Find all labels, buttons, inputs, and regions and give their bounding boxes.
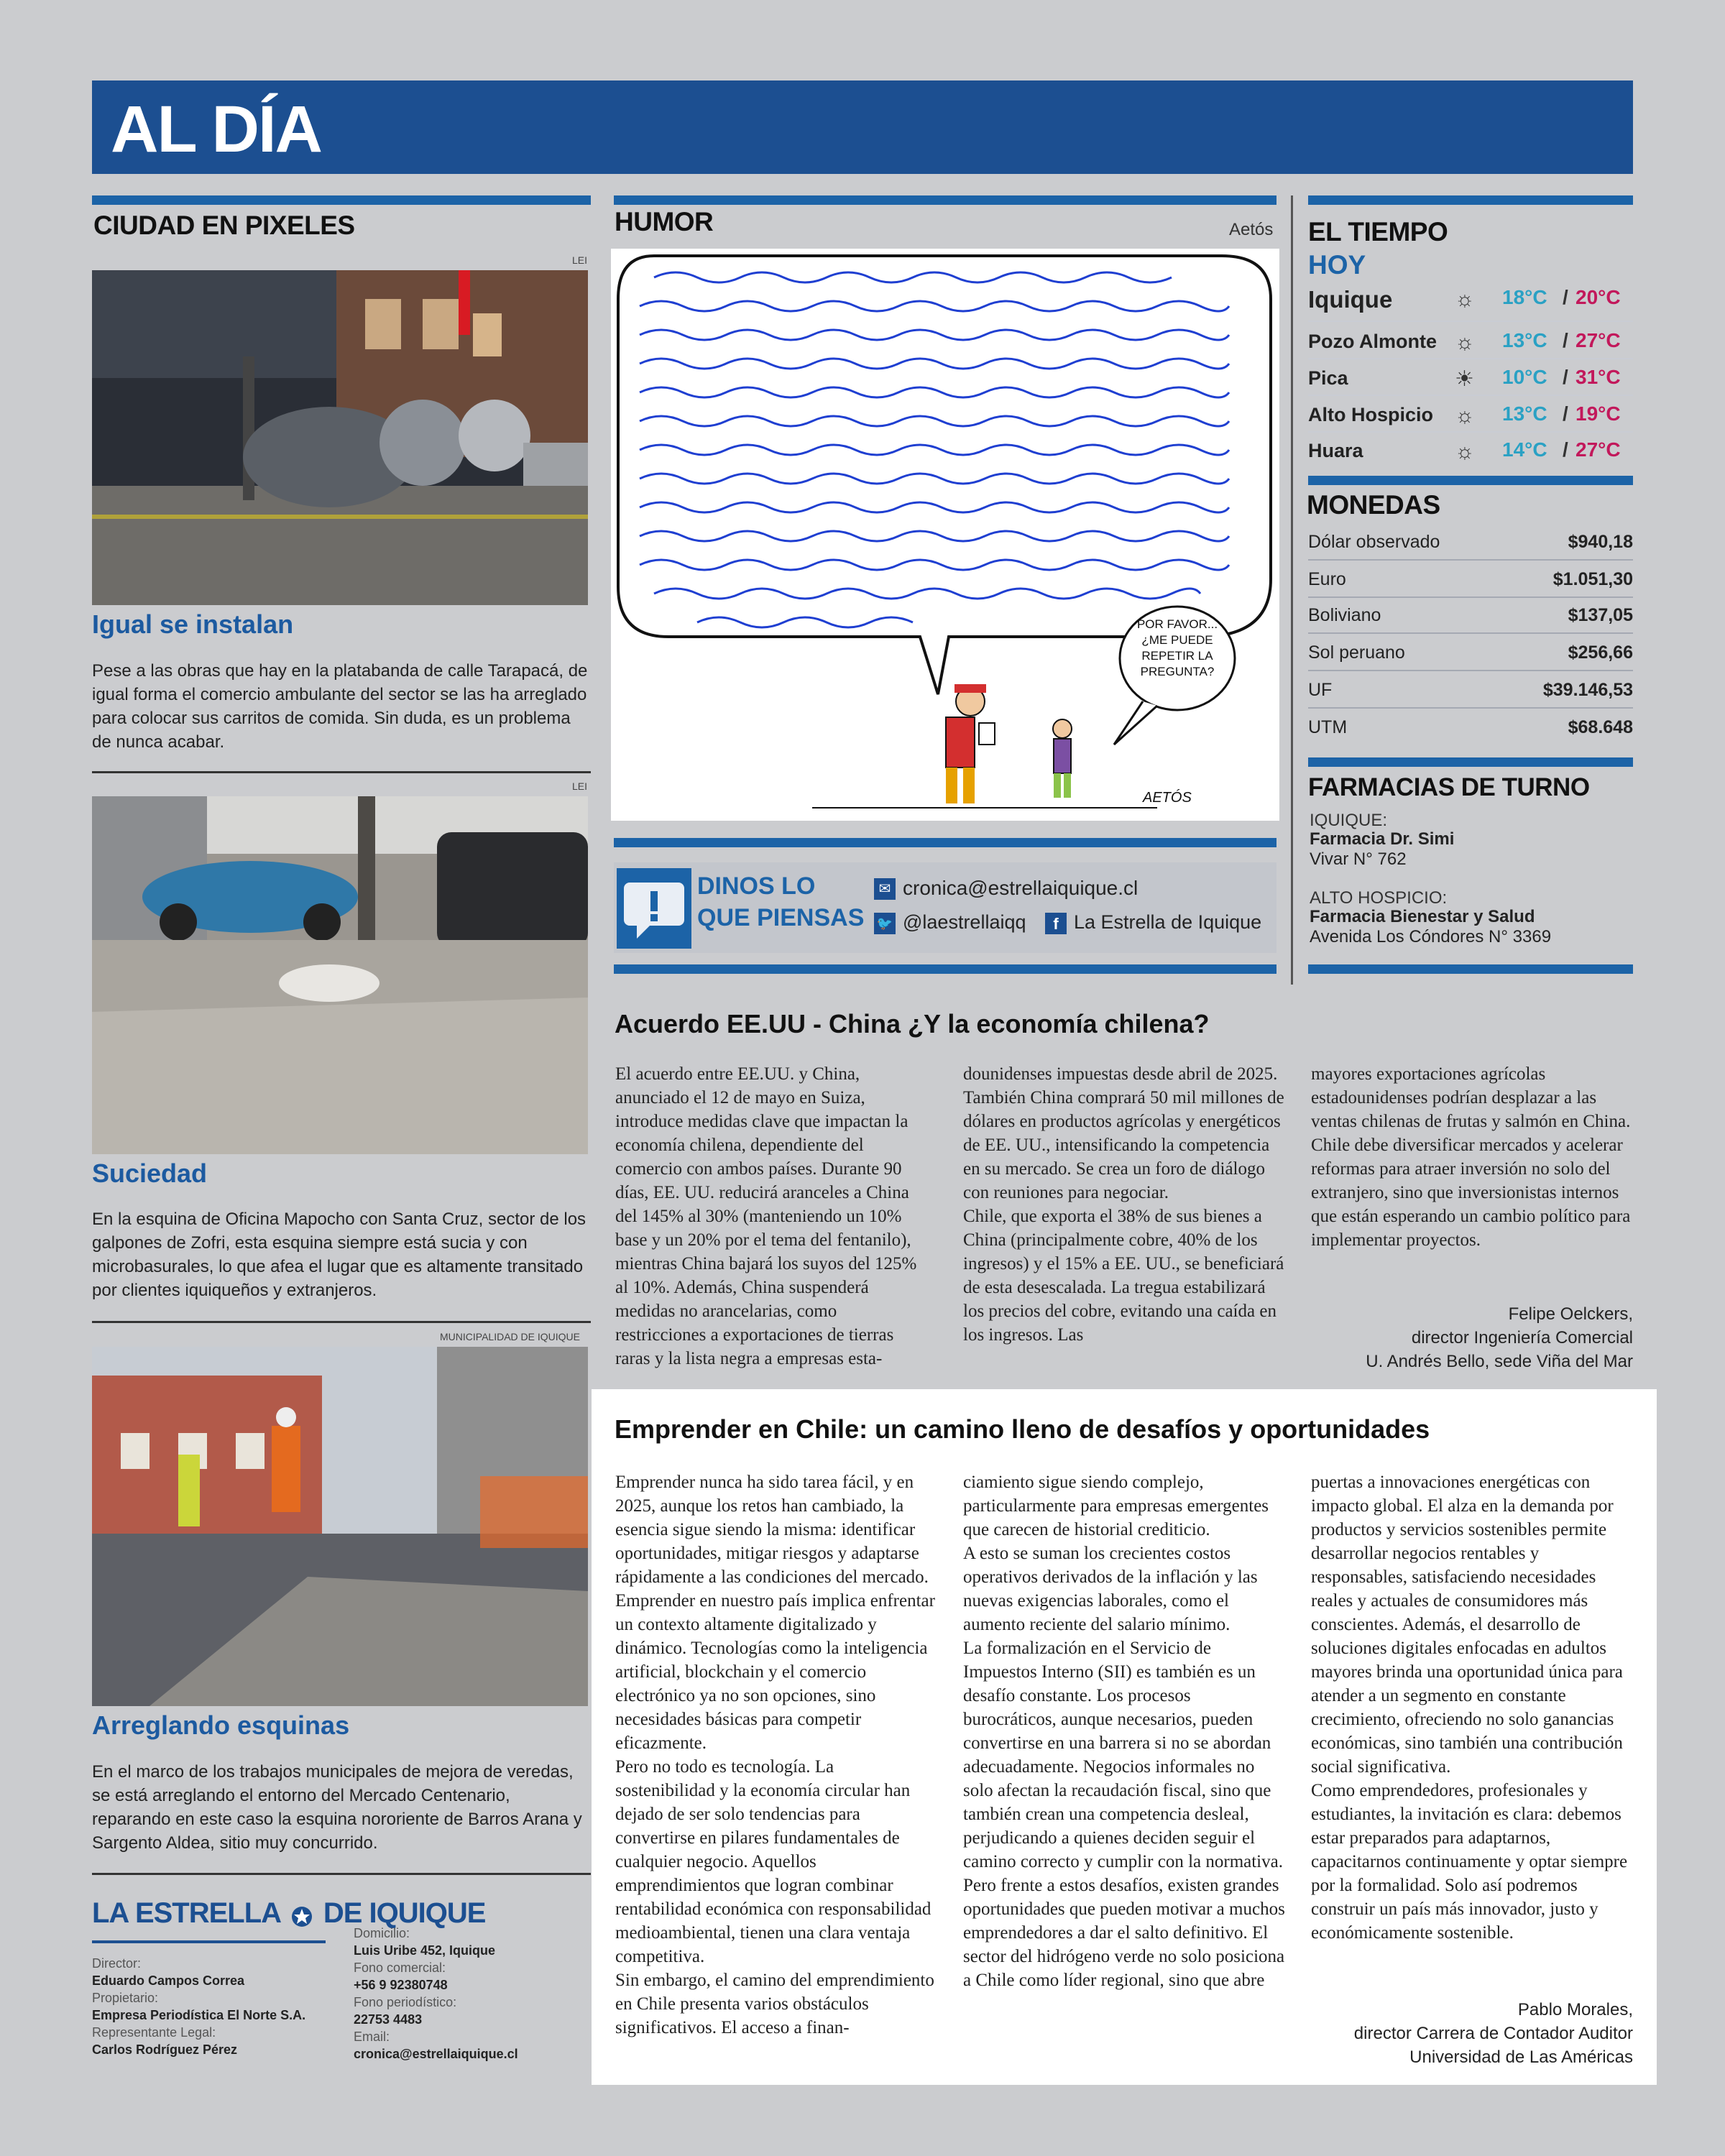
footer-newsroom-phone: 22753 4483 [354, 2012, 423, 2027]
currency-title: MONEDAS [1307, 490, 1440, 520]
contact-facebook[interactable]: La Estrella de Iquique [1074, 911, 1262, 933]
article-column-3: mayores exportaciones agrícolas estadounidenses podrían desplazar a las ventas chilenas de frutas y salmón en China. Chile debe diversificar mercados y acelerar reformas para atraer inversión no solo del extranjero, sino que inversionistas internos que están esperando un cambio político para implementar proyectos. [1311, 1064, 1631, 1250]
cartoon-figure-reporter [946, 684, 995, 803]
article-column-2: ciamiento sigue siendo complejo, particularmente para empresas emergentes que carecen de historial crediticio. A esto se suman los crecientes costos operativos derivados de la inflación y las nuevas exigencias laborales, como el aumento reciente del salario mínimo. La formalización en el Servicio de Impuestos Interno (SII) es también es un desafío constante. Los procesos burocráticos, aunque necesarios, pueden convertirse en una barrera si no se abordan adecuadamente. Negocios informales no solo afectan la recaudación fiscal, sino que también crean una competencia desleal, perjudicando a quienes deciden seguir el camino correcto y cumplir con la normativa. Pero frente a estos desafíos, existen grandes oportunidades que pueden motivar a muchos emprendedores a dar el salto definitivo. El sector del hidrógeno verde no solo posiciona a Chile como líder regional, sino que abre [963, 1473, 1285, 1990]
sun-cloud-icon: ☼ [1455, 404, 1475, 428]
humor-title: HUMOR [615, 207, 714, 236]
footer-phone-label: Fono comercial: [354, 1961, 446, 1975]
section-rule [614, 838, 1276, 847]
speech-alert-icon [617, 868, 691, 949]
divider [92, 771, 591, 773]
currency-row: Euro $1.051,30 [1308, 561, 1633, 598]
currency-row: Sol peruano $256,66 [1308, 634, 1633, 671]
pharmacy-city: ALTO HOSPICIO: [1310, 888, 1448, 908]
twitter-icon: 🐦 [874, 913, 896, 934]
footer-address-label: Domicilio: [354, 1926, 410, 1940]
star-logo-icon [288, 1903, 316, 1926]
footer-director: Eduardo Campos Correa [92, 1973, 245, 1988]
photo-credit: MUNICIPALIDAD DE IQUIQUE [440, 1331, 580, 1342]
currency-row: UTM $68.648 [1308, 717, 1633, 737]
photo-caption: Pese a las obras que hay en la platabanda de calle Tarapacá, de igual forma el comercio ambulante del sector se las ha arreglado para colocar sus carritos de comida. Sin duda, es un problema de nunca acabar. [92, 661, 588, 752]
footer-legal-label: Representante Legal: [92, 2025, 216, 2040]
photo-credit: LEI [572, 780, 588, 792]
photo-dirty-corner [92, 796, 588, 1154]
article-title: Acuerdo EE.UU - China ¿Y la economía chilena? [615, 1009, 1210, 1038]
photo-sidewalk-repair [92, 1347, 588, 1706]
currency-row: Boliviano $137,05 [1308, 596, 1633, 634]
sun-cloud-icon: ☼ [1455, 287, 1475, 311]
section-rule [1308, 964, 1633, 974]
photo-caption: En el marco de los trabajos municipales de mejora de veredas, se está arreglando el entorno del Mercado Centenario, reparando en este caso la esquina nororiente de Barros Arana y Sargento Aldea, sitio muy concurrido. [92, 1762, 582, 1853]
article-column-3: puertas a innovaciones energéticas con impacto global. El alza en la demanda por productos y servicios sostenibles permite desarrollar negocios rentables y responsables, satisfaciendo necesidades reales y actuales de consumidores más conscientes. Además, el desarrollo de soluciones digitales enfocadas en adultos mayores brinda una oportunidad única para atender a un segmento en constante crecimiento, ofreciendo no solo ganancias económicas, sino también una contribución social significativa. Como emprendedores, profesionales y estudiantes, la invitación es clara: debemos estar preparados para adaptarnos, capacitarnos continuamente y optar siempre por la formalidad. Solo así podremos construir un país más innovador, justo y económicamente sostenible. [1311, 1473, 1628, 1943]
photo-street-vendors [92, 270, 588, 605]
divider [92, 1321, 591, 1323]
section-masthead [92, 80, 1633, 174]
weather-row: Pica ☀ 10°C / 31°C [1308, 361, 1633, 396]
article-column-1: Emprender nunca ha sido tarea fácil, y en 2025, aunque los retos han cambiado, la esencia sigue siendo la misma: identificar oportunidades, mitigar riesgos y adaptarse rápidamente a las condiciones del mercado. Emprender en nuestro país implica enfrentar un contexto altamente digitalizado y dinámico. Tecnologías como la inteligencia artificial, blockchain y el comercio electrónico ya no son opciones, sino necesidades básicas para competir eficazmente. Pero no todo es tecnología. La sostenibilidad y la economía circular han dejado de ser solo tendencias para convertirse en pilares fundamentales de cualquier negocio. Aquellos emprendimientos que logran combinar rentabilidad económica con responsabilidad medioambiental, tienen una clara ventaja competitiva. Sin embargo, el camino del emprendimiento en Chile presenta varios obstáculos significativos. El acceso a finan- [615, 1473, 935, 2037]
pharmacy-name: Farmacia Bienestar y Salud [1310, 907, 1535, 926]
contact-box [614, 862, 1276, 953]
footer-owner: Empresa Periodística El Norte S.A. [92, 2008, 306, 2022]
currency-row: Dólar observado $940,18 [1308, 523, 1633, 561]
column-divider [1291, 195, 1293, 985]
article-signature: Pablo Morales, director Carrera de Contador Auditor Universidad de Las Américas [1353, 2000, 1633, 2067]
contact-twitter[interactable]: @laestrellaiqq [903, 911, 1026, 933]
cartoon-figure-child [1053, 719, 1072, 798]
sun-cloud-icon: ☼ [1455, 331, 1475, 354]
section-rule [1308, 757, 1633, 767]
footer-email[interactable]: cronica@estrellaiquique.cl [354, 2047, 518, 2061]
footer-legal: Carlos Rodríguez Pérez [92, 2042, 238, 2057]
photo-title: Arreglando esquinas [92, 1710, 350, 1740]
facebook-icon: f [1045, 913, 1067, 934]
section-rule [614, 195, 1276, 205]
photo-caption: En la esquina de Oficina Mapocho con Santa Cruz, sector de los galpones de Zofri, esta esquina siempre está sucia y con microbasurales, lo que afea el lugar que es altamente transitado por clientes iquiqueños y extranjeros. [92, 1210, 586, 1300]
footer-director-label: Director: [92, 1956, 142, 1971]
footer-phone: +56 9 92380748 [354, 1978, 448, 1992]
pharmacy-address: Vivar N° 762 [1310, 849, 1407, 869]
section-rule [1308, 195, 1633, 205]
footer-owner-label: Propietario: [92, 1991, 159, 2005]
pharmacy-title: FARMACIAS DE TURNO [1308, 773, 1590, 801]
pharmacy-city: IQUIQUE: [1310, 811, 1388, 830]
contact-email[interactable]: cronica@estrellaiquique.cl [903, 877, 1138, 899]
article-title: Emprender en Chile: un camino lleno de desafíos y oportunidades [615, 1414, 1430, 1444]
newspaper-logo: LA ESTRELLA DE IQUIQUE [92, 1897, 486, 1929]
photo-title: Igual se instalan [92, 609, 294, 639]
section-rule [614, 964, 1276, 974]
email-icon: ✉ [874, 878, 896, 900]
contact-title-2: QUE PIENSAS [697, 904, 865, 931]
logo-rule [92, 1940, 326, 1943]
ciudad-title: CIUDAD EN PIXELES [93, 211, 355, 240]
cartoon-signature: AETÓS [1143, 790, 1192, 806]
article-column-1: El acuerdo entre EE.UU. y China, anunciado el 12 de mayo en Suiza, introduce medidas clave que impactan la economía chilena, dependiente del comercio con ambos países. Durante 90 días, EE. UU. reducirá aranceles a China del 145% al 30% (manteniendo un 10% base y un 20% por el tema del fentanilo), mientras China bajará los suyos del 125% al 10%. Además, China suspenderá medidas no arancelarias, como restricciones a exportaciones de tierras raras y la lista negra a empresas esta- [615, 1064, 917, 1368]
cartoon-drawing [611, 249, 1279, 821]
weather-today: HOY [1308, 250, 1366, 280]
speech-bubble-text: POR FAVOR... ¿ME PUEDE REPETIR LA PREGUNTA? [1136, 617, 1218, 678]
humor-cartoon [611, 249, 1279, 821]
article-signature: Felipe Oelckers, director Ingeniería Comercial U. Andrés Bello, sede Viña del Mar [1366, 1304, 1633, 1371]
weather-row: Pozo Almonte ☼ 13°C / 27°C [1308, 325, 1633, 359]
section-title: AL DÍA [111, 93, 321, 166]
weather-row: Iquique ☼ 18°C / 20°C [1308, 282, 1633, 322]
section-rule [1308, 476, 1633, 485]
pharmacy-address: Avenida Los Cóndores N° 3369 [1310, 927, 1552, 946]
photo-credit: LEI [572, 254, 588, 266]
footer-email-label: Email: [354, 2030, 390, 2044]
weather-row: Alto Hospicio ☼ 13°C / 19°C [1308, 398, 1633, 433]
contact-title-1: DINOS LO [697, 872, 816, 900]
sun-icon: ☀ [1455, 367, 1474, 391]
sun-cloud-icon: ☼ [1455, 440, 1475, 464]
weather-title: EL TIEMPO [1308, 217, 1448, 247]
section-rule [92, 195, 591, 205]
photo-title: Suciedad [92, 1158, 208, 1188]
divider [92, 1873, 591, 1875]
currency-row: UF $39.146,53 [1308, 671, 1633, 709]
pharmacy-name: Farmacia Dr. Simi [1310, 829, 1455, 849]
footer-address: Luis Uribe 452, Iquique [354, 1943, 496, 1958]
article-column-2: dounidenses impuestas desde abril de 2025. También China comprará 50 mil millones de dólares en productos agrícolas y energéticos de EE. UU., intensificando la competencia en su mercado. Se crea un foro de diálogo con reuniones para negociar. Chile, que exporta el 38% de sus bienes a China (principalmente cobre, 40% de los ingresos) y el 15% a EE. UU., se beneficiará de esta desescalada. La tregua estabilizará los precios del cobre, evitando una caída en los ingresos. Las [963, 1064, 1284, 1345]
cartoon-author: Aetós [1229, 220, 1274, 239]
weather-row: Huara ☼ 14°C / 27°C [1308, 438, 1621, 464]
footer-newsroom-phone-label: Fono periodístico: [354, 1995, 457, 2009]
